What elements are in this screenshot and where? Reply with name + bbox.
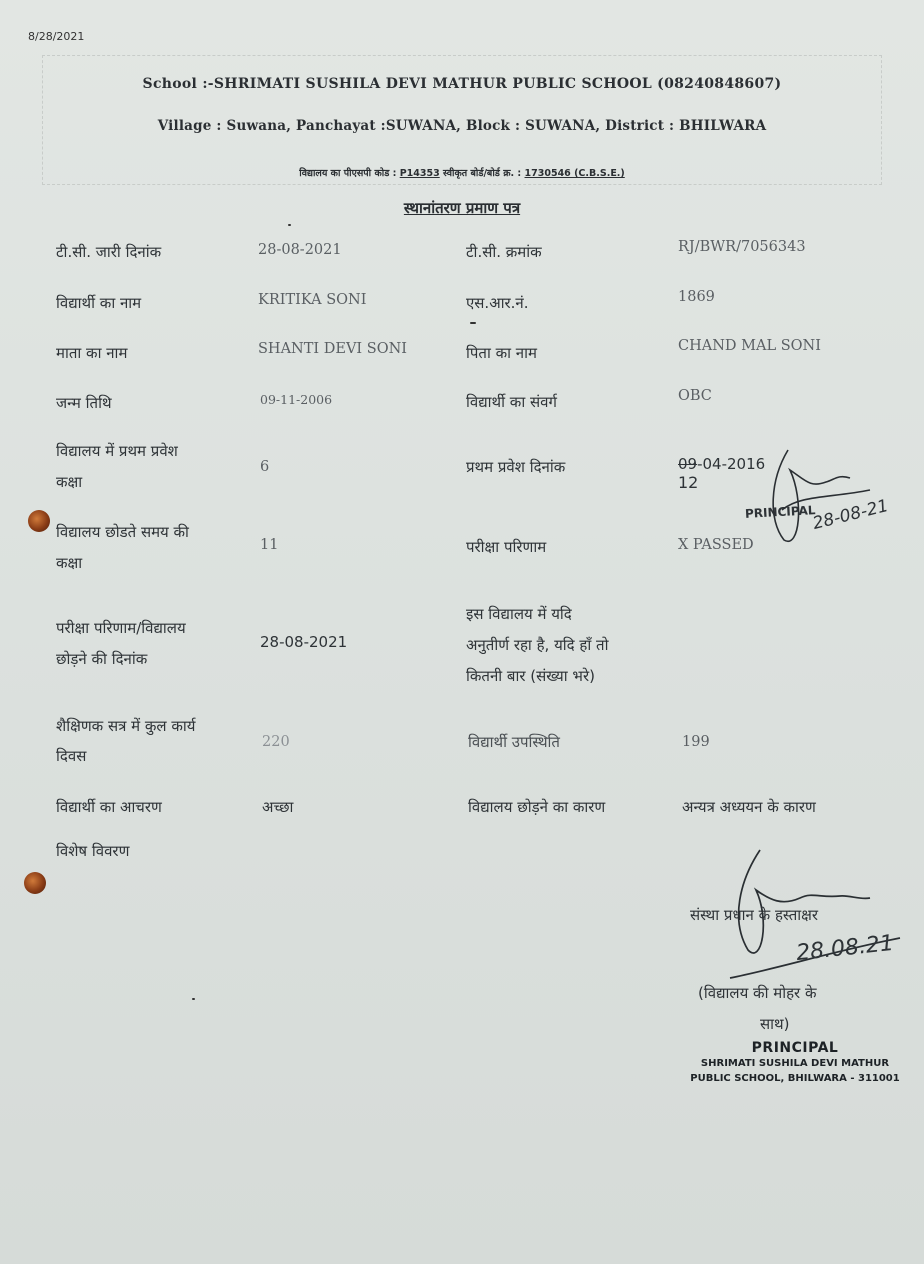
stamp-title: PRINCIPAL <box>751 1040 839 1056</box>
principal-signature <box>690 840 910 990</box>
mother-name: SHANTI DEVI SONI <box>258 341 408 357</box>
sr-no: 1869 <box>678 289 715 305</box>
father-name-label: पिता का नाम <box>466 344 537 362</box>
signature-date: 28.08.21 <box>794 930 896 967</box>
conduct-label: विद्यार्थी का आचरण <box>56 798 162 816</box>
tc-number-label: टी.सी. क्रमांक <box>466 243 542 261</box>
inline-signature-date: 28-08-21 <box>810 495 891 535</box>
first-admission-class-label-2: कक्षा <box>56 473 83 491</box>
failed-count-label-1: इस विद्यालय में यदि <box>466 605 572 623</box>
signature-label: संस्था प्रधान के हस्ताक्षर <box>690 906 819 924</box>
first-admission-date-label: प्रथम प्रवेश दिनांक <box>466 458 566 476</box>
sr-no-label: एस.आर.नं. <box>466 294 529 312</box>
school-codes-line <box>0 166 924 179</box>
leaving-reason: अन्यत्र अध्ययन के कारण <box>682 798 816 816</box>
result-date-label-2: छोड़ने की दिनांक <box>56 650 148 668</box>
seal-note-line-1: (विद्यालय की मोहर के <box>698 984 817 1002</box>
category: OBC <box>678 388 712 404</box>
speck <box>470 322 476 324</box>
leaving-class: 11 <box>260 537 279 553</box>
struck-day: 09 <box>678 455 698 473</box>
leaving-reason-label: विद्यालय छोड़ने का कारण <box>468 798 606 816</box>
result-date: 28-08-2021 <box>260 633 348 651</box>
failed-count-label-3: कितनी बार (संख्या भरे) <box>466 667 595 685</box>
date-rest: -04-2016 <box>697 455 766 473</box>
attendance-label: विद्यार्थी उपस्थिति <box>468 733 560 751</box>
document-title: स्थानांतरण प्रमाण पत्र <box>403 199 521 217</box>
category-label: विद्यार्थी का संवर्ग <box>466 393 557 411</box>
exam-result: X PASSED <box>678 537 754 553</box>
tc-issue-date: 28-08-2021 <box>258 242 342 258</box>
principal-stamp <box>690 1040 900 1086</box>
stamp-line-1: SHRIMATI SUSHILA DEVI MATHUR <box>700 1058 890 1069</box>
failed-count-label-2: अनुतीर्ण रहा है, यदि हाँ तो <box>466 636 609 654</box>
psp-code: P14353 <box>399 168 440 179</box>
father-name: CHAND MAL SONI <box>678 338 821 354</box>
working-days-label-1: शैक्षिणक सत्र में कुल कार्य <box>56 717 196 735</box>
punch-hole-bottom <box>24 872 46 894</box>
working-days-label-2: दिवस <box>56 747 87 765</box>
first-admission-class-label-1: विद्यालय में प्रथम प्रवेश <box>56 442 178 460</box>
leaving-class-label-2: कक्षा <box>56 554 83 572</box>
remarks-label: विशेष विवरण <box>56 842 130 860</box>
stamp-line-2: PUBLIC SCHOOL, BHILWARA - 311001 <box>690 1073 900 1084</box>
school-name-line: School :-SHRIMATI SUSHILA DEVI MATHUR PUBLIC SCHOOL (08240848607) <box>142 76 782 92</box>
student-name-label: विद्यार्थी का नाम <box>56 294 142 312</box>
working-days: 220 <box>262 734 290 750</box>
dob-label: जन्म तिथि <box>56 394 112 412</box>
tc-issue-date-label: टी.सी. जारी दिनांक <box>56 243 162 261</box>
speck <box>288 224 291 226</box>
psp-label: विद्यालय का पीएसपी कोड : <box>299 168 400 179</box>
board-label: स्वीकृत बोर्ड/बोर्ड क्र. : <box>439 168 525 179</box>
dob: 09-11-2006 <box>260 392 333 407</box>
inline-principal-stamp: PRINCIPAL <box>744 503 816 521</box>
conduct: अच्छा <box>262 798 294 816</box>
attendance: 199 <box>682 734 710 750</box>
school-address-line: Village : Suwana, Panchayat :SUWANA, Block : SUWANA, District : BHILWARA <box>157 118 767 134</box>
result-date-label-1: परीक्षा परिणाम/विद्यालय <box>56 619 186 637</box>
student-name: KRITIKA SONI <box>258 292 367 308</box>
first-admission-date-correction: 12 <box>678 473 699 492</box>
inline-signature <box>760 440 900 550</box>
board-code: 1730546 (C.B.S.E.) <box>524 168 625 179</box>
leaving-class-label-1: विद्यालय छोडते समय की <box>56 523 189 541</box>
punch-hole-top <box>28 510 50 532</box>
seal-note-line-2: साथ) <box>760 1015 790 1033</box>
exam-result-label: परीक्षा परिणाम <box>466 538 547 556</box>
speck <box>192 998 195 1000</box>
tc-number: RJ/BWR/7056343 <box>678 239 806 255</box>
mother-name-label: माता का नाम <box>56 344 128 362</box>
first-admission-class: 6 <box>260 459 270 475</box>
print-date: 8/28/2021 <box>28 30 85 43</box>
